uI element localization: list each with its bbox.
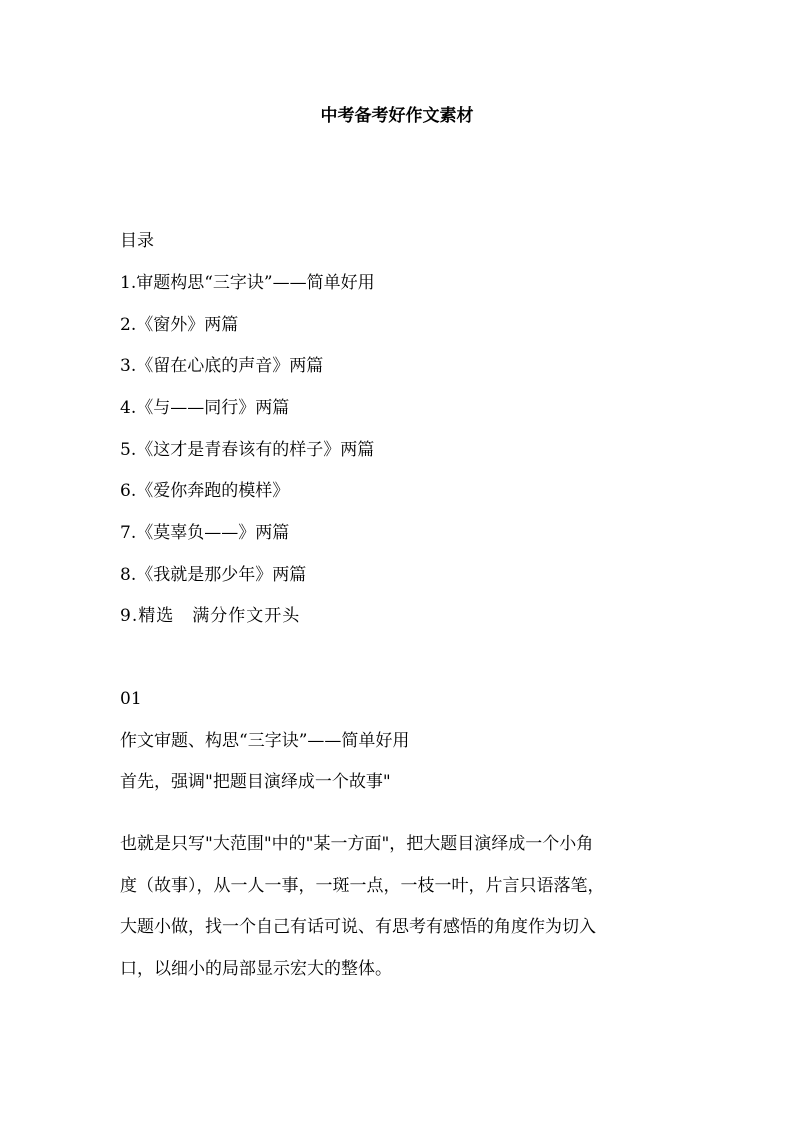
toc-item-9: 9.精选 满分作文开头 xyxy=(120,606,301,626)
toc-item-6: 6.《爱你奔跑的模样》 xyxy=(120,481,290,501)
toc-item-4: 4.《与——同行》两篇 xyxy=(120,398,290,418)
toc-item-8: 8.《我就是那少年》两篇 xyxy=(120,565,307,585)
toc-item-1: 1.审题构思“三字诀”——简单好用 xyxy=(120,273,375,293)
toc-item-2: 2.《窗外》两篇 xyxy=(120,315,239,335)
paragraph-line-2: 度（故事），从一人一事，一斑一点，一枝一叶，片言只语落笔， xyxy=(120,876,605,896)
document-title: 中考备考好作文素材 xyxy=(320,106,474,126)
section-subheading: 首先，强调"把题目演绎成一个故事" xyxy=(120,772,391,792)
paragraph-line-4: 口，以细小的局部显示宏大的整体。 xyxy=(120,959,392,979)
toc-heading: 目录 xyxy=(120,231,154,251)
toc-item-3: 3.《留在心底的声音》两篇 xyxy=(120,356,324,376)
paragraph-line-1: 也就是只写"大范围"中的"某一方面"，把大题目演绎成一个小角 xyxy=(120,834,594,854)
section-number: 01 xyxy=(120,689,142,709)
section-heading: 作文审题、构思“三字诀”——简单好用 xyxy=(120,731,410,751)
toc-item-7: 7.《莫辜负——》两篇 xyxy=(120,523,290,543)
paragraph-line-3: 大题小做，找一个自己有话可说、有思考有感悟的角度作为切入 xyxy=(120,917,596,937)
toc-item-5: 5.《这才是青春该有的样子》两篇 xyxy=(120,440,375,460)
